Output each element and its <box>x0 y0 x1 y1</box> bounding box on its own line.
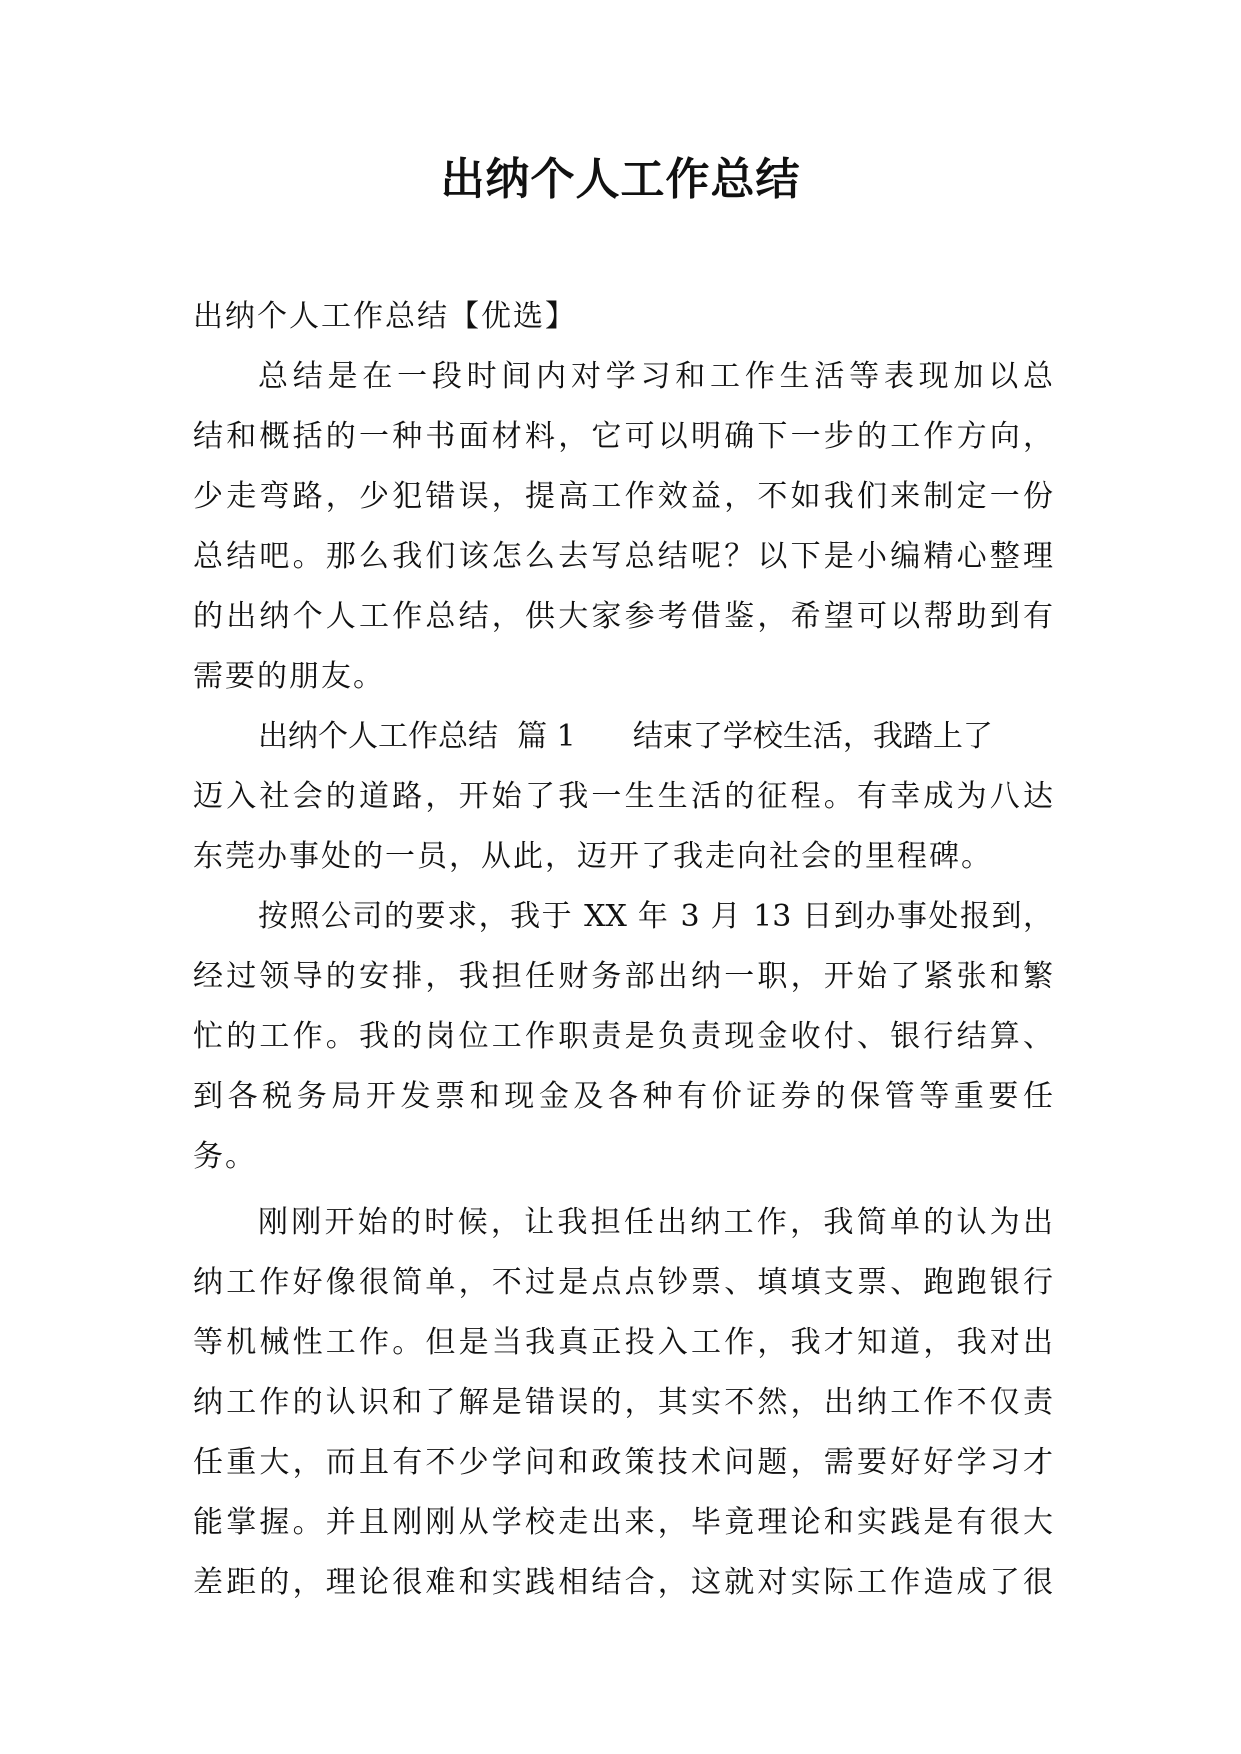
paragraph-line: 到各税务局开发票和现金及各种有价证券的保管等重要任 <box>193 1079 1053 1114</box>
paragraph-line: 经过领导的安排，我担任财务部出纳一职，开始了紧张和繁 <box>193 959 1053 994</box>
paragraph-line: 迈入社会的道路，开始了我一生生活的征程。有幸成为八达 <box>193 779 1053 814</box>
paragraph-line: 按照公司的要求，我于 XX 年 3 月 13 日到办事处报到， <box>258 899 1053 934</box>
paragraph-line: 纳工作好像很简单，不过是点点钞票、填填支票、跑跑银行 <box>193 1265 1053 1300</box>
paragraph-line: 出纳个人工作总结 篇 1 结束了学校生活，我踏上了 <box>258 719 993 754</box>
paragraph-line: 任重大，而且有不少学问和政策技术问题，需要好好学习才 <box>193 1445 1053 1480</box>
document-title: 出纳个人工作总结 <box>440 154 801 205</box>
paragraph-line: 忙的工作。我的岗位工作职责是负责现金收付、银行结算、 <box>193 1019 1053 1054</box>
paragraph-line: 总结是在一段时间内对学习和工作生活等表现加以总 <box>258 359 1053 394</box>
paragraph-report <box>193 887 1053 1187</box>
paragraph-line: 能掌握。并且刚刚从学校走出来，毕竟理论和实践是有很大 <box>193 1505 1053 1540</box>
paragraph-line: 等机械性工作。但是当我真正投入工作，我才知道，我对出 <box>193 1325 1053 1360</box>
document-body <box>193 287 1053 1613</box>
paragraph-line: 总结吧。那么我们该怎么去写总结呢？以下是小编精心整理 <box>193 539 1053 574</box>
paragraph-experience <box>193 1193 1053 1613</box>
paragraph-line: 务。 <box>193 1139 257 1174</box>
document-subtitle: 出纳个人工作总结【优选】 <box>193 299 577 334</box>
paragraph-line: 东莞办事处的一员，从此，迈开了我走向社会的里程碑。 <box>193 839 993 874</box>
paragraph-line: 的出纳个人工作总结，供大家参考借鉴，希望可以帮助到有 <box>193 599 1053 634</box>
paragraph-section-1 <box>193 707 1053 887</box>
paragraph-line: 结和概括的一种书面材料，它可以明确下一步的工作方向， <box>193 419 1053 454</box>
paragraph-line: 差距的，理论很难和实践相结合，这就对实际工作造成了很 <box>193 1565 1053 1600</box>
paragraph-line: 需要的朋友。 <box>193 659 385 694</box>
paragraph-line: 少走弯路，少犯错误，提高工作效益，不如我们来制定一份 <box>193 479 1053 514</box>
paragraph-line: 纳工作的认识和了解是错误的，其实不然，出纳工作不仅责 <box>193 1385 1053 1420</box>
paragraph-intro <box>193 347 1053 707</box>
paragraph-line: 刚刚开始的时候，让我担任出纳工作，我简单的认为出 <box>258 1205 1053 1240</box>
